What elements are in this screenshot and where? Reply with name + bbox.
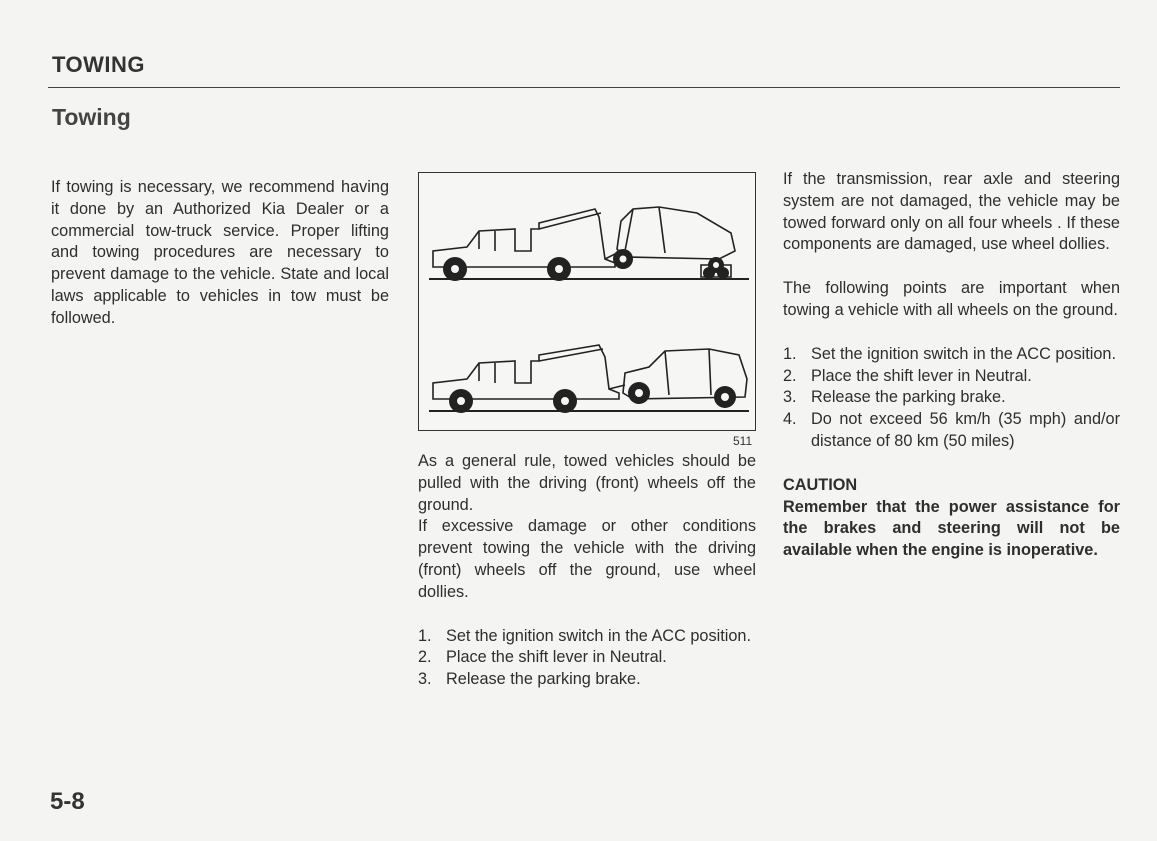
towing-illustration xyxy=(418,172,756,431)
column-middle xyxy=(418,451,756,691)
figure-number: 511 xyxy=(733,434,753,448)
towing-steps-list xyxy=(418,626,756,691)
list-item: 3. Release the parking brake. xyxy=(783,388,1006,407)
list-item: 1. Set the ignition switch in the ACC position. xyxy=(783,344,1116,363)
dollies-paragraph: If excessive damage or other conditions prevent towing the vehicle with the driving (front) wheels off the ground, use wheel dollies. xyxy=(418,517,756,601)
general-rule-paragraph: As a general rule, towed vehicles should be pulled with the driving (front) wheels off the ground. xyxy=(418,452,756,514)
caution-heading: CAUTION xyxy=(783,475,858,494)
list-item: 4. Do not exceed 56 km/h (35 mph) and/or distance of 80 km (50 miles) xyxy=(783,410,1120,450)
all-wheels-steps-list xyxy=(783,344,1120,453)
page-number: 5-8 xyxy=(50,788,85,815)
section-title: TOWING xyxy=(52,52,146,77)
column-left xyxy=(51,177,389,330)
tow-truck-diagram xyxy=(419,173,755,430)
caution-text: Remember that the power assistance for the brakes and steering will not be available when the engine is inoperative. xyxy=(783,497,1120,560)
page-title: Towing xyxy=(52,104,131,130)
list-item: 3. Release the parking brake. xyxy=(418,670,641,689)
list-item: 2. Place the shift lever in Neutral. xyxy=(783,366,1032,385)
list-item: 2. Place the shift lever in Neutral. xyxy=(418,648,667,667)
list-item: 1. Set the ignition switch in the ACC position. xyxy=(418,626,751,645)
four-wheels-paragraph: If the transmission, rear axle and steering system are not damaged, the vehicle may be towed forward only on all four wheels . If these components are damaged, use wheel dollies. xyxy=(783,170,1120,254)
intro-paragraph: If towing is necessary, we recommend having it done by an Authorized Kia Dealer or a commercial tow-truck service. Proper lifting and towing procedures are necessary to prevent damage to the vehicle. State and local laws applicable to vehicles in tow must be followed. xyxy=(51,178,389,327)
important-points-paragraph: The following points are important when towing a vehicle with all wheels on the ground. xyxy=(783,279,1120,319)
header-rule xyxy=(48,87,1120,88)
column-right xyxy=(783,169,1120,562)
